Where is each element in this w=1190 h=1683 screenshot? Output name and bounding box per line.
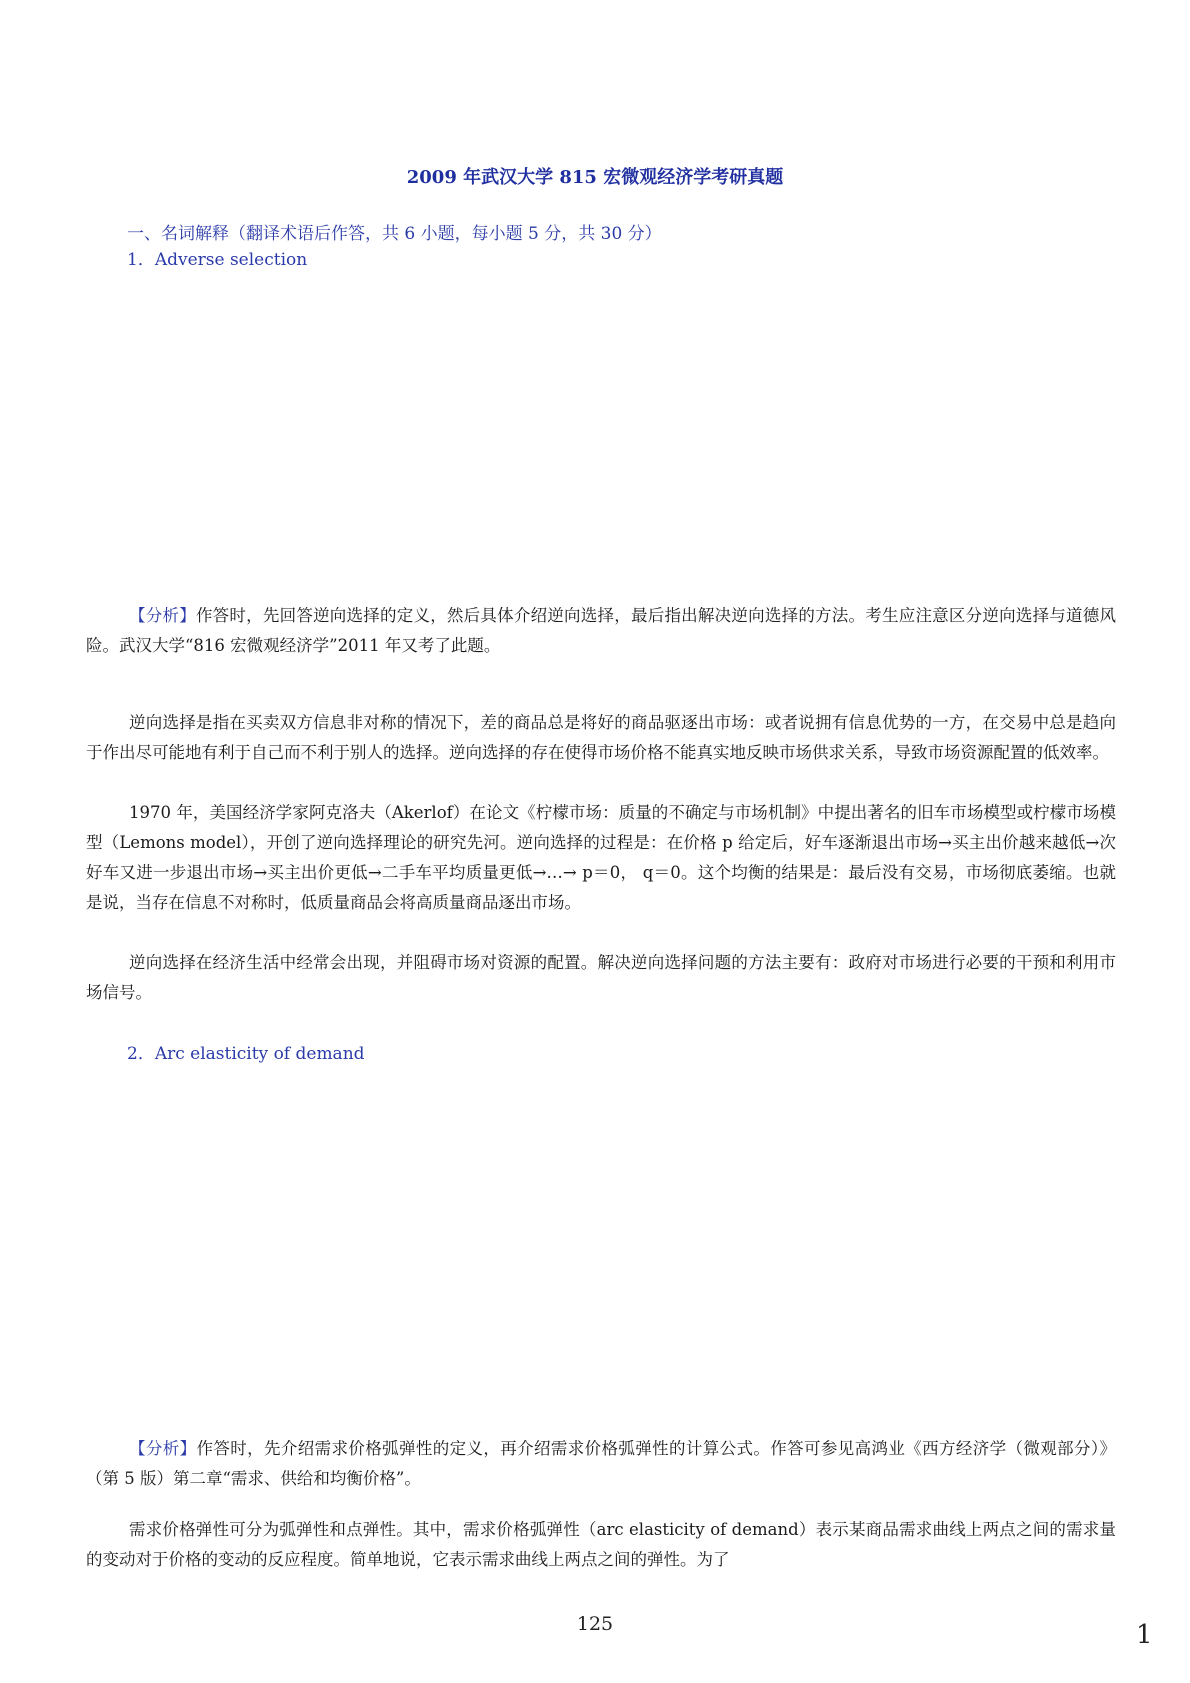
question-2-heading: 2．Arc elasticity of demand: [127, 1044, 365, 1064]
analysis-tag: 【分析】: [129, 1439, 197, 1458]
q2-paragraph-1: 需求价格弹性可分为弧弹性和点弹性。其中，需求价格弧弹性（arc elasticity of demand）表示某商品需求曲线上两点之间的需求量的变动对于价格的变动的反应程度。简单地说，它表示需求曲线上两点之间的弹性。为了: [86, 1520, 1116, 1569]
page-title: 2009 年武汉大学 815 宏微观经济学考研真题: [406, 167, 784, 188]
q2-analysis-text: 作答时，先介绍需求价格弧弹性的定义，再介绍需求价格弧弹性的计算公式。作答可参见高鸿业《西方经济学（微观部分）》（第 5 版）第二章“需求、供给和均衡价格”。: [86, 1439, 1116, 1488]
q1-paragraph-3: 逆向选择在经济生活中经常会出现，并阻碍市场对资源的配置。解决逆向选择问题的方法主要有：政府对市场进行必要的干预和利用市场信号。: [86, 953, 1116, 1002]
section-heading-1: 一、名词解释（翻译术语后作答，共 6 小题，每小题 5 分，共 30 分）: [127, 224, 662, 244]
q1-analysis: [86, 601, 1116, 661]
q2-analysis: [86, 1434, 1116, 1494]
analysis-tag: 【分析】: [129, 606, 196, 625]
q1-analysis-text: 作答时，先回答逆向选择的定义，然后具体介绍逆向选择，最后指出解决逆向选择的方法。考生应注意区分逆向选择与道德风险。武汉大学“816 宏微观经济学”2011 年又考了此题。: [86, 606, 1117, 655]
q1-paragraph-2: 1970 年，美国经济学家阿克洛夫（Akerlof）在论文《柠檬市场：质量的不确定与市场机制》中提出著名的旧车市场模型或柠檬市场模型（Lemons model），开创了逆向选择理论的研究先河。逆向选择的过程是：在价格 p 给定后，好车逐渐退出市场→买主出价越来越低→次好车又进一步退出市场→买主出价更低→二手车平均质量更低→…→ p＝0， q＝0。这个均衡的结果是：最后没有交易，市场彻底萎缩。也就是说，当存在信息不对称时，低质量商品会将高质量商品逐出市场。: [86, 803, 1116, 912]
q1-paragraph-1: 逆向选择是指在买卖双方信息非对称的情况下，差的商品总是将好的商品驱逐出市场：或者说拥有信息优势的一方，在交易中总是趋向于作出尽可能地有利于自己而不利于别人的选择。逆向选择的存在使得市场价格不能真实地反映市场供求关系，导致市场资源配置的低效率。: [86, 713, 1116, 762]
page-number: 125: [576, 1613, 614, 1635]
corner-number: 1: [1136, 1620, 1153, 1650]
question-1-heading: 1．Adverse selection: [127, 250, 308, 270]
